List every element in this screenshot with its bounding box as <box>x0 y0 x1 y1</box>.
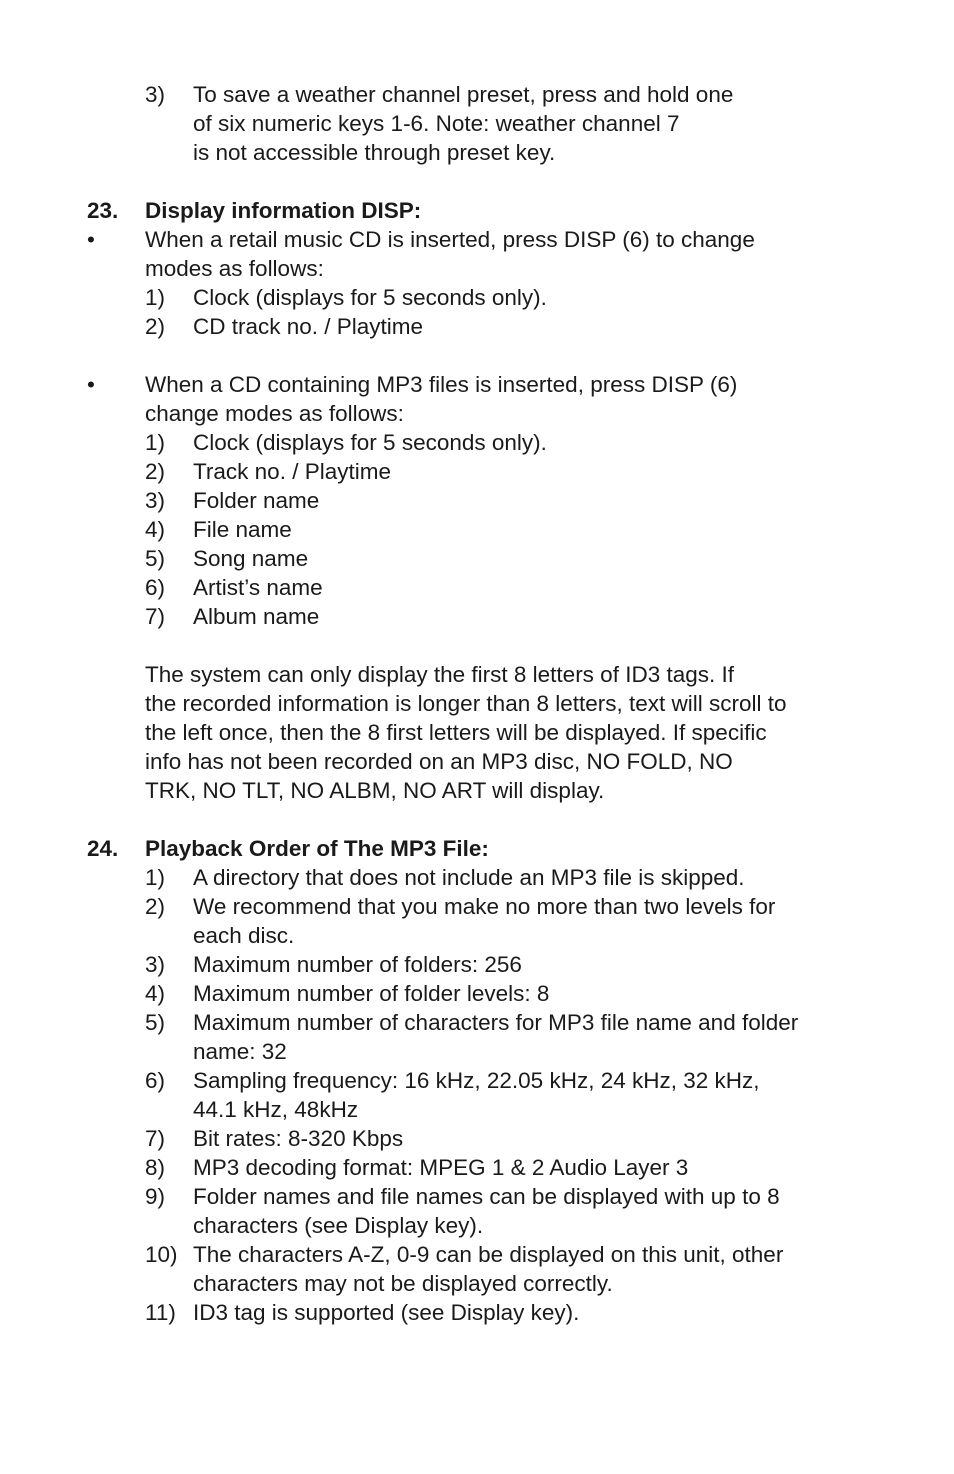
manual-page <box>0 80 954 1327</box>
item-number: 7) <box>145 604 166 629</box>
item-text: CD track no. / Playtime <box>193 314 424 339</box>
item-text: 44.1 kHz, 48kHz <box>193 1097 359 1122</box>
list-item <box>0 544 954 573</box>
item-number: 7) <box>145 1126 166 1151</box>
item-number: 3) <box>145 488 166 513</box>
bullet-dot: • <box>87 372 95 397</box>
item-number: 3) <box>145 952 166 977</box>
item-text: Sampling frequency: 16 kHz, 22.05 kHz, 24 kHz, 32 kHz, <box>193 1068 760 1093</box>
bullet-text: change modes as follows: <box>145 401 404 426</box>
item-text: of six numeric keys 1-6. Note: weather channel 7 <box>193 111 680 136</box>
item-text: MP3 decoding format: MPEG 1 & 2 Audio Layer 3 <box>193 1155 689 1180</box>
list-item <box>0 1298 954 1327</box>
paragraph-line <box>0 689 954 718</box>
item-number: 5) <box>145 1010 166 1035</box>
item-text: each disc. <box>193 923 295 948</box>
item-text: Clock (displays for 5 seconds only). <box>193 430 547 455</box>
item-number: 2) <box>145 314 166 339</box>
item-text: File name <box>193 517 292 542</box>
item-continuation <box>0 1269 954 1298</box>
paragraph-line <box>0 776 954 805</box>
item-text: Maximum number of folders: 256 <box>193 952 522 977</box>
item-continuation <box>0 1037 954 1066</box>
item-text: The characters A-Z, 0-9 can be displayed on this unit, other <box>193 1242 784 1267</box>
list-item <box>0 312 954 341</box>
item-text: Clock (displays for 5 seconds only). <box>193 285 547 310</box>
paragraph-text: the recorded information is longer than 8 letters, text will scroll to <box>145 691 787 716</box>
item-text: Artist’s name <box>193 575 323 600</box>
paragraph-text: The system can only display the first 8 letters of ID3 tags. If <box>145 662 734 687</box>
item-continuation <box>0 1211 954 1240</box>
spacer <box>0 805 954 834</box>
list-item <box>0 1240 954 1269</box>
item-text: ID3 tag is supported (see Display key). <box>193 1300 580 1325</box>
item-text: Folder names and file names can be displayed with up to 8 <box>193 1184 780 1209</box>
paragraph-line <box>0 718 954 747</box>
list-item <box>0 979 954 1008</box>
list-item <box>0 428 954 457</box>
list-item <box>0 1066 954 1095</box>
list-item <box>0 1124 954 1153</box>
item-number: 10) <box>145 1242 178 1267</box>
item-text: A directory that does not include an MP3 file is skipped. <box>193 865 745 890</box>
item-number: 11) <box>145 1300 176 1325</box>
list-item <box>0 1153 954 1182</box>
item-number: 3) <box>145 82 166 107</box>
list-item <box>0 602 954 631</box>
bullet-continuation <box>0 254 954 283</box>
item-number: 6) <box>145 575 166 600</box>
item-text: Track no. / Playtime <box>193 459 391 484</box>
item-text: We recommend that you make no more than two levels for <box>193 894 776 919</box>
section-number: 24. <box>87 836 119 861</box>
bullet-continuation <box>0 399 954 428</box>
bullet-text: modes as follows: <box>145 256 324 281</box>
section-24-heading <box>0 834 954 863</box>
item-text: Maximum number of folder levels: 8 <box>193 981 550 1006</box>
intro-item <box>0 80 954 109</box>
bullet-cd <box>0 225 954 254</box>
spacer <box>0 631 954 660</box>
item-number: 8) <box>145 1155 166 1180</box>
paragraph-text: the left once, then the 8 first letters will be displayed. If specific <box>145 720 767 745</box>
item-text: Maximum number of characters for MP3 file name and folder <box>193 1010 799 1035</box>
spacer <box>0 341 954 370</box>
spacer <box>0 167 954 196</box>
item-number: 5) <box>145 546 166 571</box>
bullet-text: When a retail music CD is inserted, press DISP (6) to change <box>145 227 755 252</box>
list-item <box>0 1182 954 1211</box>
item-text: name: 32 <box>193 1039 287 1064</box>
paragraph-text: TRK, NO TLT, NO ALBM, NO ART will display. <box>145 778 605 803</box>
item-text: Album name <box>193 604 320 629</box>
item-number: 4) <box>145 981 166 1006</box>
item-continuation <box>0 109 954 138</box>
list-item <box>0 515 954 544</box>
item-number: 2) <box>145 894 166 919</box>
bullet-text: When a CD containing MP3 files is inserted, press DISP (6) <box>145 372 738 397</box>
list-item <box>0 283 954 312</box>
list-item <box>0 457 954 486</box>
item-continuation <box>0 921 954 950</box>
item-continuation <box>0 1095 954 1124</box>
list-item <box>0 1008 954 1037</box>
list-item <box>0 573 954 602</box>
item-text: Song name <box>193 546 309 571</box>
section-23-heading <box>0 196 954 225</box>
item-text: characters (see Display key). <box>193 1213 484 1238</box>
item-text: is not accessible through preset key. <box>193 140 556 165</box>
item-text: characters may not be displayed correctly. <box>193 1271 613 1296</box>
item-number: 1) <box>145 430 166 455</box>
paragraph-line <box>0 747 954 776</box>
item-text: To save a weather channel preset, press and hold one <box>193 82 734 107</box>
section-title: Display information DISP: <box>145 198 422 223</box>
list-item <box>0 892 954 921</box>
list-item <box>0 950 954 979</box>
item-number: 1) <box>145 285 166 310</box>
list-item <box>0 863 954 892</box>
list-item <box>0 486 954 515</box>
bullet-dot: • <box>87 227 95 252</box>
item-text: Bit rates: 8-320 Kbps <box>193 1126 404 1151</box>
section-number: 23. <box>87 198 119 223</box>
item-number: 1) <box>145 865 166 890</box>
item-number: 9) <box>145 1184 166 1209</box>
item-continuation <box>0 138 954 167</box>
bullet-mp3 <box>0 370 954 399</box>
item-number: 2) <box>145 459 166 484</box>
item-number: 4) <box>145 517 166 542</box>
item-number: 6) <box>145 1068 166 1093</box>
paragraph-text: info has not been recorded on an MP3 disc, NO FOLD, NO <box>145 749 733 774</box>
paragraph-line <box>0 660 954 689</box>
section-title: Playback Order of The MP3 File: <box>145 836 489 861</box>
item-text: Folder name <box>193 488 320 513</box>
